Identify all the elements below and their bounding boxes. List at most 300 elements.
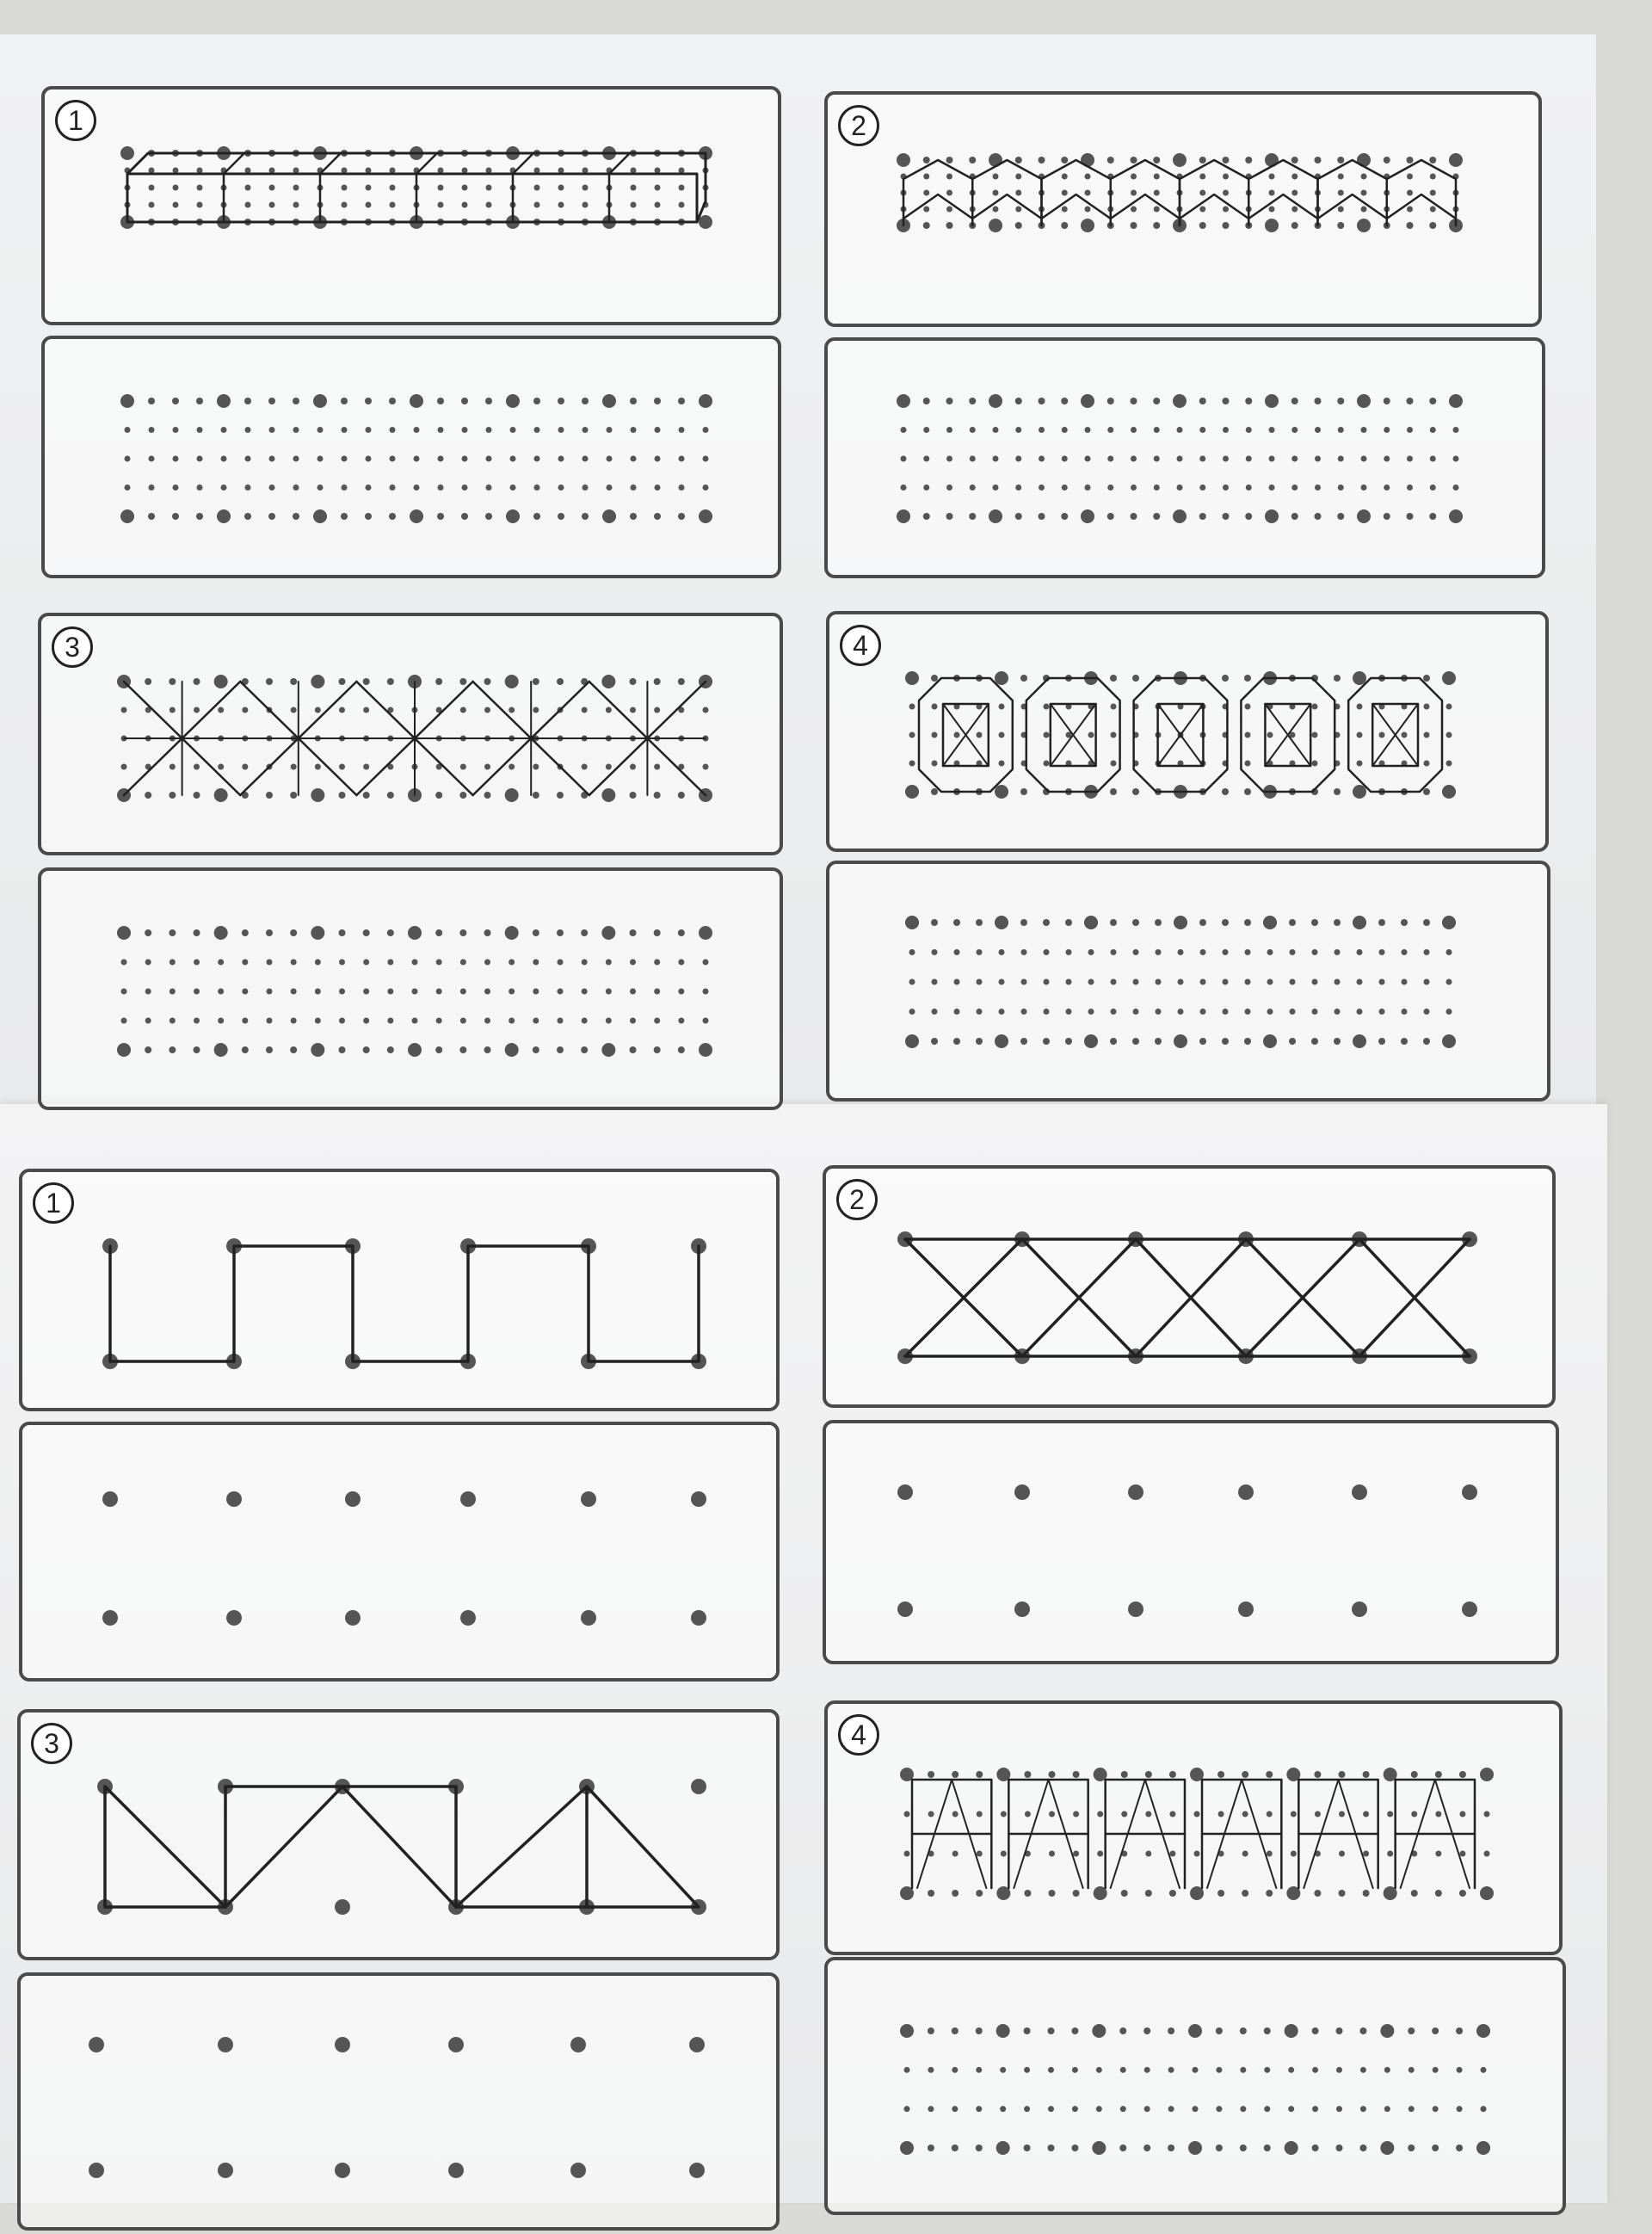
grid-dot [1173,509,1187,523]
grid-dot [1456,2145,1463,2151]
grid-dot [678,513,685,520]
grid-dot [699,509,712,523]
grid-dot [244,513,251,520]
grid-dot [484,1018,490,1024]
grid-dot [1014,1484,1030,1500]
grid-dot [630,513,637,520]
grid-dot [194,989,200,995]
grid-dot [437,513,444,520]
grid-dot [1199,157,1206,164]
grid-dot [1048,2145,1055,2151]
grid-dot [1062,207,1068,213]
grid-dot [438,202,444,208]
grid-dot [462,168,468,174]
grid-dot [1263,916,1277,929]
grid-dot [1430,427,1436,433]
grid-dot [1223,190,1229,196]
grid-dot [315,1018,321,1024]
grid-dot [1020,919,1027,926]
grid-dot [293,427,299,433]
grid-dot [1401,1038,1408,1045]
grid-dot [601,675,615,688]
grid-dot [342,484,348,491]
grid-dot [245,202,251,208]
drawing-star-grid [41,616,786,859]
grid-dot [1384,2106,1390,2112]
grid-dot [928,1811,934,1817]
grid-dot [486,185,492,191]
grid-dot [1423,788,1430,795]
grid-dot [1015,513,1022,520]
grid-dot [1062,427,1068,433]
grid-dot [533,1046,539,1053]
grid-dot [1408,2027,1415,2034]
grid-dot [923,513,930,520]
grid-dot [1072,2067,1078,2073]
grid-dot [1446,732,1452,738]
grid-dot [976,1771,983,1778]
grid-dot [460,1018,466,1024]
grid-dot [1337,398,1344,404]
grid-dot [366,185,372,191]
grid-dot [290,929,297,936]
grid-dot [932,704,938,710]
grid-dot [438,168,444,174]
grid-dot [534,484,540,491]
grid-dot [1407,222,1414,229]
grid-dot [1061,157,1068,164]
grid-dot [1407,427,1413,433]
grid-dot [509,960,515,966]
grid-dot [1131,207,1137,213]
grid-dot [1178,979,1184,985]
grid-dot [1407,513,1414,520]
practice-dot-grid [21,1976,783,2234]
top-example-panel-2 [824,91,1542,327]
grid-dot [993,427,999,433]
grid-dot [1084,916,1098,929]
grid-dot [1200,1009,1206,1015]
grid-dot [1402,949,1408,955]
grid-dot [1430,456,1436,462]
grid-dot [1199,398,1206,404]
grid-dot [509,764,515,770]
drawn-line [225,1787,456,1907]
grid-dot [366,202,372,208]
grid-dot [1246,456,1252,462]
grid-dot [1378,1038,1385,1045]
grid-dot [1216,2145,1223,2151]
grid-dot [194,929,200,936]
grid-dot [1223,1009,1229,1015]
grid-dot [1267,979,1273,985]
grid-dot [928,1771,934,1778]
drawn-line [972,194,1041,219]
grid-dot [558,960,564,966]
grid-dot [582,398,589,404]
grid-dot [412,1018,418,1024]
grid-dot [484,989,490,995]
grid-dot [1049,1771,1056,1778]
grid-dot [1216,2027,1223,2034]
grid-dot [389,513,396,520]
grid-dot [1097,1851,1103,1857]
top-example-panel-4 [826,611,1549,852]
grid-dot [1073,1851,1079,1857]
grid-dot [268,398,275,404]
grid-dot [267,960,273,966]
drawn-line [513,153,533,222]
grid-dot [1223,157,1230,164]
grid-dot [266,1046,273,1053]
grid-dot [218,1018,224,1024]
grid-dot [363,764,369,770]
grid-dot [266,792,273,799]
grid-dot [149,185,155,191]
grid-dot [363,792,370,799]
grid-dot [1352,1484,1367,1500]
grid-dot [946,513,953,520]
grid-dot [317,427,324,433]
grid-dot [630,398,637,404]
grid-dot [678,792,685,799]
grid-dot [583,427,589,433]
grid-dot [996,2141,1010,2155]
grid-dot [1199,427,1205,433]
grid-dot [293,185,299,191]
grid-dot [1267,949,1273,955]
grid-dot [557,792,564,799]
grid-dot [173,456,179,462]
grid-dot [1156,1009,1162,1015]
grid-dot [1107,398,1114,404]
grid-dot [1435,1811,1441,1817]
grid-dot [410,509,423,523]
grid-dot [1153,513,1160,520]
grid-dot [1024,2027,1031,2034]
grid-dot [390,456,396,462]
grid-dot [1144,2067,1150,2073]
grid-dot [1015,190,1021,196]
grid-dot [897,1601,913,1617]
grid-dot [365,398,372,404]
grid-dot [269,427,275,433]
grid-dot [1290,979,1296,985]
grid-dot [1024,2067,1030,2073]
grid-dot [954,979,960,985]
grid-dot [703,707,709,713]
grid-dot [1015,157,1022,164]
grid-dot [607,427,613,433]
grid-dot [1072,2106,1078,2112]
grid-dot [145,792,151,799]
grid-dot [315,707,321,713]
grid-dot [1430,174,1436,180]
grid-dot [1111,979,1117,985]
grid-dot [946,174,952,180]
grid-dot [1424,979,1430,985]
grid-dot [214,788,228,802]
grid-dot [1132,1038,1139,1045]
grid-dot [1402,732,1408,738]
grid-dot [534,185,540,191]
grid-dot [435,929,442,936]
grid-dot [1217,1771,1224,1778]
grid-dot [1430,484,1436,491]
grid-dot [1085,484,1091,491]
grid-dot [1338,207,1344,213]
grid-dot [699,215,712,229]
grid-dot [1155,1038,1162,1045]
grid-dot [120,146,134,160]
grid-dot [121,1018,127,1024]
grid-dot [952,1890,959,1897]
grid-dot [311,1043,324,1057]
grid-dot [952,2106,958,2112]
grid-dot [631,484,637,491]
grid-dot [342,456,348,462]
grid-dot [1155,919,1162,926]
grid-dot [214,675,228,688]
grid-dot [1285,2141,1298,2155]
grid-dot [631,202,637,208]
grid-dot [1446,949,1452,955]
grid-dot [149,484,155,491]
grid-dot [1449,394,1463,408]
grid-dot [486,168,492,174]
grid-dot [342,185,348,191]
grid-dot [1315,157,1322,164]
grid-dot [1312,732,1318,738]
grid-dot [654,398,661,404]
grid-dot [909,979,915,985]
bottom-practice-grid-2 [823,1420,1559,1664]
grid-dot [654,1046,661,1053]
grid-dot [1177,484,1183,491]
grid-dot [923,427,929,433]
grid-dot [904,1851,910,1857]
grid-dot [932,732,938,738]
grid-dot [558,1018,564,1024]
grid-dot [557,1046,564,1053]
grid-dot [1178,949,1184,955]
grid-dot [341,398,348,404]
grid-dot [293,513,299,520]
grid-dot [1145,1811,1151,1817]
grid-dot [363,707,369,713]
grid-dot [932,949,938,955]
grid-dot [1131,398,1137,404]
grid-dot [655,202,661,208]
grid-dot [654,707,660,713]
grid-dot [946,157,953,164]
grid-dot [533,513,540,520]
grid-dot [311,788,324,802]
grid-dot [1245,704,1251,710]
grid-dot [1168,2027,1174,2034]
grid-dot [1043,919,1050,926]
drawn-line [127,174,697,222]
grid-dot [197,456,203,462]
top-practice-grid-4 [826,861,1550,1102]
grid-dot [1457,2106,1463,2112]
grid-dot [197,185,203,191]
grid-dot [952,1771,959,1778]
grid-dot [390,185,396,191]
grid-dot [977,732,983,738]
grid-dot [901,456,907,462]
drawn-line [416,153,437,222]
grid-dot [1153,222,1160,229]
grid-dot [905,916,919,929]
grid-dot [149,202,155,208]
grid-dot [172,513,179,520]
grid-dot [1361,207,1367,213]
grid-dot [149,168,155,174]
grid-dot [1334,675,1341,682]
top-example-panel-3 [38,613,783,855]
grid-dot [1156,979,1162,985]
grid-dot [242,764,248,770]
grid-dot [486,427,492,433]
grid-dot [1430,207,1436,213]
grid-dot [654,513,661,520]
grid-dot [1353,785,1366,799]
grid-dot [1120,2106,1126,2112]
grid-dot [1143,2027,1150,2034]
grid-dot [365,513,372,520]
drawing-house-chain [828,95,1545,330]
grid-dot [1442,916,1456,929]
grid-dot [1459,1890,1466,1897]
grid-dot [602,394,616,408]
grid-dot [946,427,952,433]
grid-dot [533,929,539,936]
grid-dot [1119,2027,1126,2034]
grid-dot [293,456,299,462]
grid-dot [607,456,613,462]
grid-dot [1409,2106,1415,2112]
grid-dot [1111,1009,1117,1015]
grid-dot [1338,484,1344,491]
grid-dot [601,1043,615,1057]
grid-dot [269,484,275,491]
grid-dot [1154,456,1160,462]
grid-dot [583,484,589,491]
grid-dot [1061,513,1068,520]
grid-dot [969,513,976,520]
grid-dot [1223,222,1230,229]
grid-dot [923,484,929,491]
grid-dot [1092,2024,1106,2038]
grid-dot [1361,190,1367,196]
grid-dot [1110,675,1117,682]
grid-dot [1111,732,1117,738]
grid-dot [1020,1038,1027,1045]
grid-dot [339,764,345,770]
grid-dot [1044,1009,1050,1015]
grid-dot [1024,2145,1031,2151]
grid-dot [245,168,251,174]
grid-dot [1338,174,1344,180]
panel-number-badge: 1 [55,100,96,141]
grid-dot [1263,1034,1277,1048]
grid-dot [995,1034,1008,1048]
grid-dot [1336,2145,1343,2151]
grid-dot [269,185,275,191]
grid-dot [1044,949,1050,955]
grid-dot [1411,1811,1417,1817]
grid-dot [655,456,661,462]
grid-dot [1131,484,1137,491]
grid-dot [1044,979,1050,985]
grid-dot [1291,1851,1297,1857]
grid-dot [1096,2106,1102,2112]
grid-dot [1429,513,1436,520]
grid-dot [1384,513,1390,520]
grid-dot [534,456,540,462]
grid-dot [691,1779,706,1794]
grid-dot [363,929,370,936]
grid-dot [905,671,919,685]
grid-dot [121,764,127,770]
grid-dot [999,1009,1005,1015]
grid-dot [1242,1851,1248,1857]
grid-dot [1132,919,1139,926]
grid-dot [1334,1038,1341,1045]
grid-dot [438,427,444,433]
grid-dot [1353,1034,1366,1048]
grid-dot [1000,2067,1006,2073]
grid-dot [1131,190,1137,196]
grid-dot [414,427,420,433]
grid-dot [1121,1890,1128,1897]
grid-dot [995,916,1008,929]
grid-dot [928,2106,934,2112]
grid-dot [1193,2106,1199,2112]
grid-dot [1121,1771,1128,1778]
grid-dot [345,1610,361,1626]
grid-dot [601,926,615,940]
bottom-example-panel-1 [19,1169,780,1411]
grid-dot [993,456,999,462]
grid-dot [1084,1034,1098,1048]
grid-dot [462,202,468,208]
grid-dot [1312,2027,1319,2034]
grid-dot [1223,207,1229,213]
grid-dot [1154,174,1160,180]
grid-dot [607,484,613,491]
grid-dot [218,960,224,966]
grid-dot [484,792,491,799]
grid-dot [897,394,910,408]
grid-dot [197,168,203,174]
grid-dot [170,707,176,713]
drawn-line [903,194,972,219]
grid-dot [218,2037,233,2052]
top-example-panel-1 [41,86,781,325]
panel-number-badge: 2 [838,105,879,146]
grid-dot [1062,484,1068,491]
grid-dot [408,1043,422,1057]
grid-dot [928,2145,934,2151]
grid-dot [266,929,273,936]
grid-dot [484,764,490,770]
grid-dot [1131,222,1137,229]
grid-dot [1085,190,1091,196]
grid-dot [976,1890,983,1897]
grid-dot [1199,484,1205,491]
